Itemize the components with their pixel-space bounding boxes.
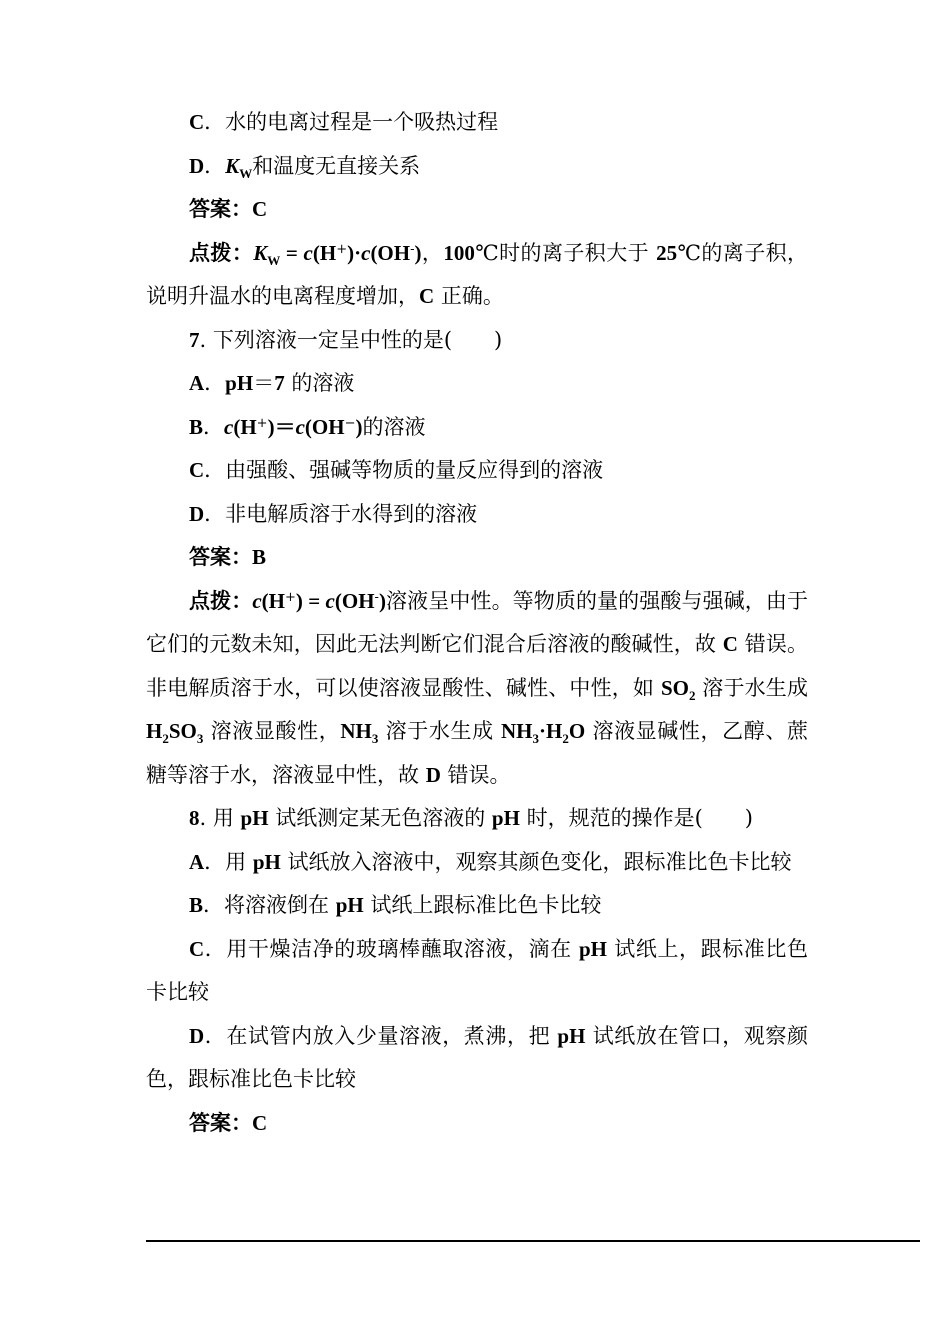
- q8-option-b: B．将溶液倒在 pH 试纸上跟标准比色卡比较: [189, 893, 602, 917]
- q6-option-c: C．水的电离过程是一个吸热过程: [189, 110, 499, 134]
- q7-hint: 点拨：c(H+) = c(OH-)溶液呈中性。等物质的量的强酸与强碱，由于它们的元数未知，因此无法判断它们混合后溶液的酸碱性，故 C 错误。非电解质溶于水，可以使溶液显酸性、碱性、中性，如 $SO_2$ 溶于水生成 $H_2SO_3$ 溶液显酸性，$NH_3$ 溶于水生成 $NH_3\cdot H_2O$ 溶液显碱性，乙醇、蔗糖等溶于水，溶液显中性，故 D 错误。: [146, 588, 809, 787]
- q8-option-c: C．用干燥洁净的玻璃棒蘸取溶液，滴在 pH 试纸上，跟标准比色卡比较: [146, 936, 808, 1004]
- footer-divider: [146, 1240, 920, 1242]
- q7-option-d: D．非电解质溶于水得到的溶液: [189, 501, 478, 526]
- document-page: [146, 101, 808, 1145]
- q6-option-d: D．$K_W$和温度无直接关系: [189, 153, 421, 181]
- q8-stem: 8. 用 pH 试纸测定某无色溶液的 pH 时，规范的操作是( ): [189, 806, 753, 830]
- q8-option-d: D．在试管内放入少量溶液，煮沸，把 pH 试纸放在管口，观察颜色，跟标准比色卡比较: [146, 1023, 808, 1091]
- q8-option-a: A．用 pH 试纸放入溶液中，观察其颜色变化，跟标准比色卡比较: [189, 849, 792, 874]
- q7-option-b: B．c(H+)＝c(OH−)的溶液: [189, 414, 426, 439]
- q7-stem: 7. 下列溶液一定呈中性的是( ): [189, 327, 503, 352]
- q7-option-a: A．pH＝7 的溶液: [189, 371, 355, 395]
- q7-answer: 答案：B: [189, 545, 267, 569]
- q7-option-c: C．由强酸、强碱等物质的量反应得到的溶液: [189, 458, 604, 482]
- q8-answer: 答案：C: [189, 1110, 268, 1135]
- q6-hint: 点拨：$K_W = c(H^+)\cdot c(OH^-)$，100℃时的离子积大于 25℃的离子积，说明升温水的电离程度增加，C 正确。: [146, 240, 809, 308]
- q6-answer: 答案：C: [189, 197, 268, 221]
